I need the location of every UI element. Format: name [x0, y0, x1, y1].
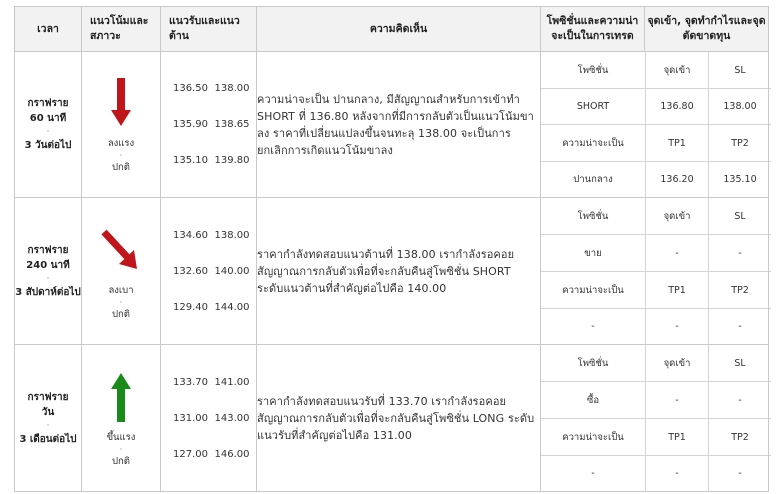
support-value: 132.60: [173, 265, 208, 277]
position-label: ซื้อ: [541, 382, 646, 419]
level-value-1: -: [646, 456, 709, 492]
separator-dot: ·: [119, 444, 123, 454]
level-value-1: จุดเข้า: [646, 198, 709, 235]
level-value-1: -: [646, 235, 709, 272]
position-label: -: [591, 468, 595, 479]
timeframe-period: 240 นาที: [26, 259, 70, 271]
trend-strength: ลงแรง: [107, 138, 135, 149]
timeframe-label: กราฟราย: [27, 391, 69, 403]
position-cell: [541, 52, 769, 198]
level-value-1: จุดเข้า: [646, 345, 709, 382]
level-value-2: SL: [709, 198, 772, 235]
sr-level-row: [161, 253, 256, 289]
position-label: ขาย: [541, 235, 646, 272]
resistance-value: 143.00: [214, 412, 250, 424]
position-label: SHORT: [541, 89, 646, 125]
level-value-1: TP1: [646, 419, 709, 456]
table-row: [15, 198, 769, 345]
resistance-value: 144.00: [214, 301, 250, 313]
header-row: [15, 7, 769, 52]
header-support-resistance: แนวรับและแนวต้าน: [161, 7, 257, 52]
trend-strength: ลงเบา: [108, 284, 134, 296]
trend-strength: ขึ้นแรง: [106, 431, 136, 443]
level-value-2: SL: [709, 52, 772, 89]
header-position: โพซิชั่นและความน่าจะเป็นในการเทรด: [541, 7, 645, 52]
trend-cell: [82, 198, 161, 345]
timeframe-label: กราฟราย: [27, 244, 69, 256]
trend-state: ปกติ: [112, 455, 130, 467]
timeframe-horizon: 3 สัปดาห์ต่อไป: [15, 286, 81, 298]
support-value: 134.60: [173, 229, 208, 241]
header-comment: ความคิดเห็น: [257, 7, 541, 52]
level-value-1: TP1: [646, 125, 709, 162]
sr-level-row: [161, 364, 256, 400]
trend-cell: [82, 52, 161, 198]
level-value-2: 138.00: [709, 89, 772, 125]
separator-dot: ·: [119, 297, 123, 307]
sr-level-row: [161, 71, 256, 107]
level-value-1: TP1: [646, 272, 709, 309]
level-value-2: TP2: [709, 272, 772, 309]
level-value-2: -: [709, 309, 772, 345]
level-value-2: TP2: [709, 125, 772, 162]
level-value-2: TP2: [709, 419, 772, 456]
header-levels: จุดเข้า, จุดทำกำไรและจุดตัดขาดทุน: [645, 7, 769, 52]
arrow-down-icon: [82, 75, 160, 131]
trend-state: ปกติ: [112, 162, 130, 173]
resistance-value: 141.00: [214, 376, 250, 388]
level-value-2: -: [709, 235, 772, 272]
position-label: โพซิชั่น: [541, 198, 646, 235]
position-label: -: [591, 321, 595, 332]
position-label: ปานกลาง: [573, 174, 613, 185]
support-resistance-cell: [161, 198, 257, 345]
support-value: 129.40: [173, 301, 208, 313]
timeframe-cell: [15, 52, 82, 198]
arrow-up-icon: [82, 369, 160, 425]
comment-cell: ราคากำลังทดสอบแนวต้านที่ 138.00 เรากำลังรอคอยสัญญาณการกลับตัวเพื่อที่จะกลับคืนสู่โพซิชั่น SHORT ระดับแนวต้านที่สำคัญต่อไปคือ 140.00: [257, 198, 541, 345]
resistance-value: 146.00: [214, 448, 250, 460]
level-value-2: SL: [709, 345, 772, 382]
table-row: [15, 345, 769, 492]
position-label: ความน่าจะเป็น: [541, 272, 646, 309]
resistance-value: 140.00: [214, 265, 250, 277]
header-trend: แนวโน้มและสภาวะ: [82, 7, 161, 52]
level-value-1: จุดเข้า: [646, 52, 709, 89]
position-table: [541, 198, 771, 344]
trend-state: ปกติ: [112, 308, 130, 320]
position-label: ความน่าจะเป็น: [541, 125, 646, 162]
table-row: [15, 52, 769, 198]
position-label: ความน่าจะเป็น: [541, 419, 646, 456]
timeframe-period: วัน: [41, 406, 55, 418]
comment-cell: ความน่าจะเป็น ปานกลาง, มีสัญญาณสำหรับการเข้าทำ SHORT ที่ 136.80 หลังจากที่มีการกลับตัวเป็นแนวโน้มขาลง ราคาที่เปลี่ยนแปลงขึ้นจนทะลุ 138.00 จะเป็นการยกเลิกการเกิดแนวโน้มขาลง: [257, 52, 541, 198]
level-value-1: -: [646, 309, 709, 345]
trend-cell: [82, 345, 161, 492]
sr-level-row: [161, 143, 256, 179]
support-value: 136.50: [173, 83, 208, 94]
sr-level-row: [161, 217, 256, 253]
resistance-value: 138.00: [214, 229, 250, 241]
arrow-down-right-icon: [82, 222, 160, 278]
position-label: โพซิชั่น: [541, 345, 646, 382]
support-value: 131.00: [173, 412, 208, 424]
level-value-2: -: [709, 382, 772, 419]
comment-cell: ราคากำลังทดสอบแนวรับที่ 133.70 เรากำลังรอคอยสัญญาณการกลับตัวเพื่อที่จะกลับคืนสู่โพซิชั่น LONG ระดับแนวรับที่สำคัญต่อไปคือ 131.00: [257, 345, 541, 492]
level-value-1: 136.20: [646, 162, 709, 198]
separator-dot: ·: [46, 127, 50, 136]
sr-level-row: [161, 400, 256, 436]
level-value-2: -: [709, 456, 772, 492]
resistance-value: 139.80: [214, 155, 250, 166]
position-cell: [541, 345, 769, 492]
sr-level-row: [161, 289, 256, 325]
sr-level-row: [161, 107, 256, 143]
level-value-2: 135.10: [709, 162, 772, 198]
signal-table: [14, 6, 769, 492]
support-value: 127.00: [173, 448, 208, 460]
position-cell: [541, 198, 769, 345]
resistance-value: 138.65: [214, 119, 250, 130]
sr-level-row: [161, 436, 256, 472]
timeframe-cell: [15, 345, 82, 492]
support-value: 133.70: [173, 376, 208, 388]
support-value: 135.10: [173, 155, 208, 166]
support-value: 135.90: [173, 119, 208, 130]
position-table: [541, 345, 771, 491]
support-resistance-cell: [161, 345, 257, 492]
separator-dot: ·: [119, 151, 123, 160]
timeframe-label: กราฟราย: [27, 98, 69, 109]
level-value-1: 136.80: [646, 89, 709, 125]
separator-dot: ·: [46, 273, 50, 283]
position-table: [541, 52, 771, 197]
timeframe-horizon: 3 วันต่อไป: [24, 140, 72, 151]
support-resistance-cell: [161, 52, 257, 198]
separator-dot: ·: [46, 420, 50, 430]
level-value-1: -: [646, 382, 709, 419]
header-time: เวลา: [15, 7, 82, 52]
timeframe-horizon: 3 เดือนต่อไป: [19, 433, 77, 445]
timeframe-cell: [15, 198, 82, 345]
position-label: โพซิชั่น: [541, 52, 646, 89]
timeframe-period: 60 นาที: [29, 113, 67, 124]
resistance-value: 138.00: [214, 83, 250, 94]
